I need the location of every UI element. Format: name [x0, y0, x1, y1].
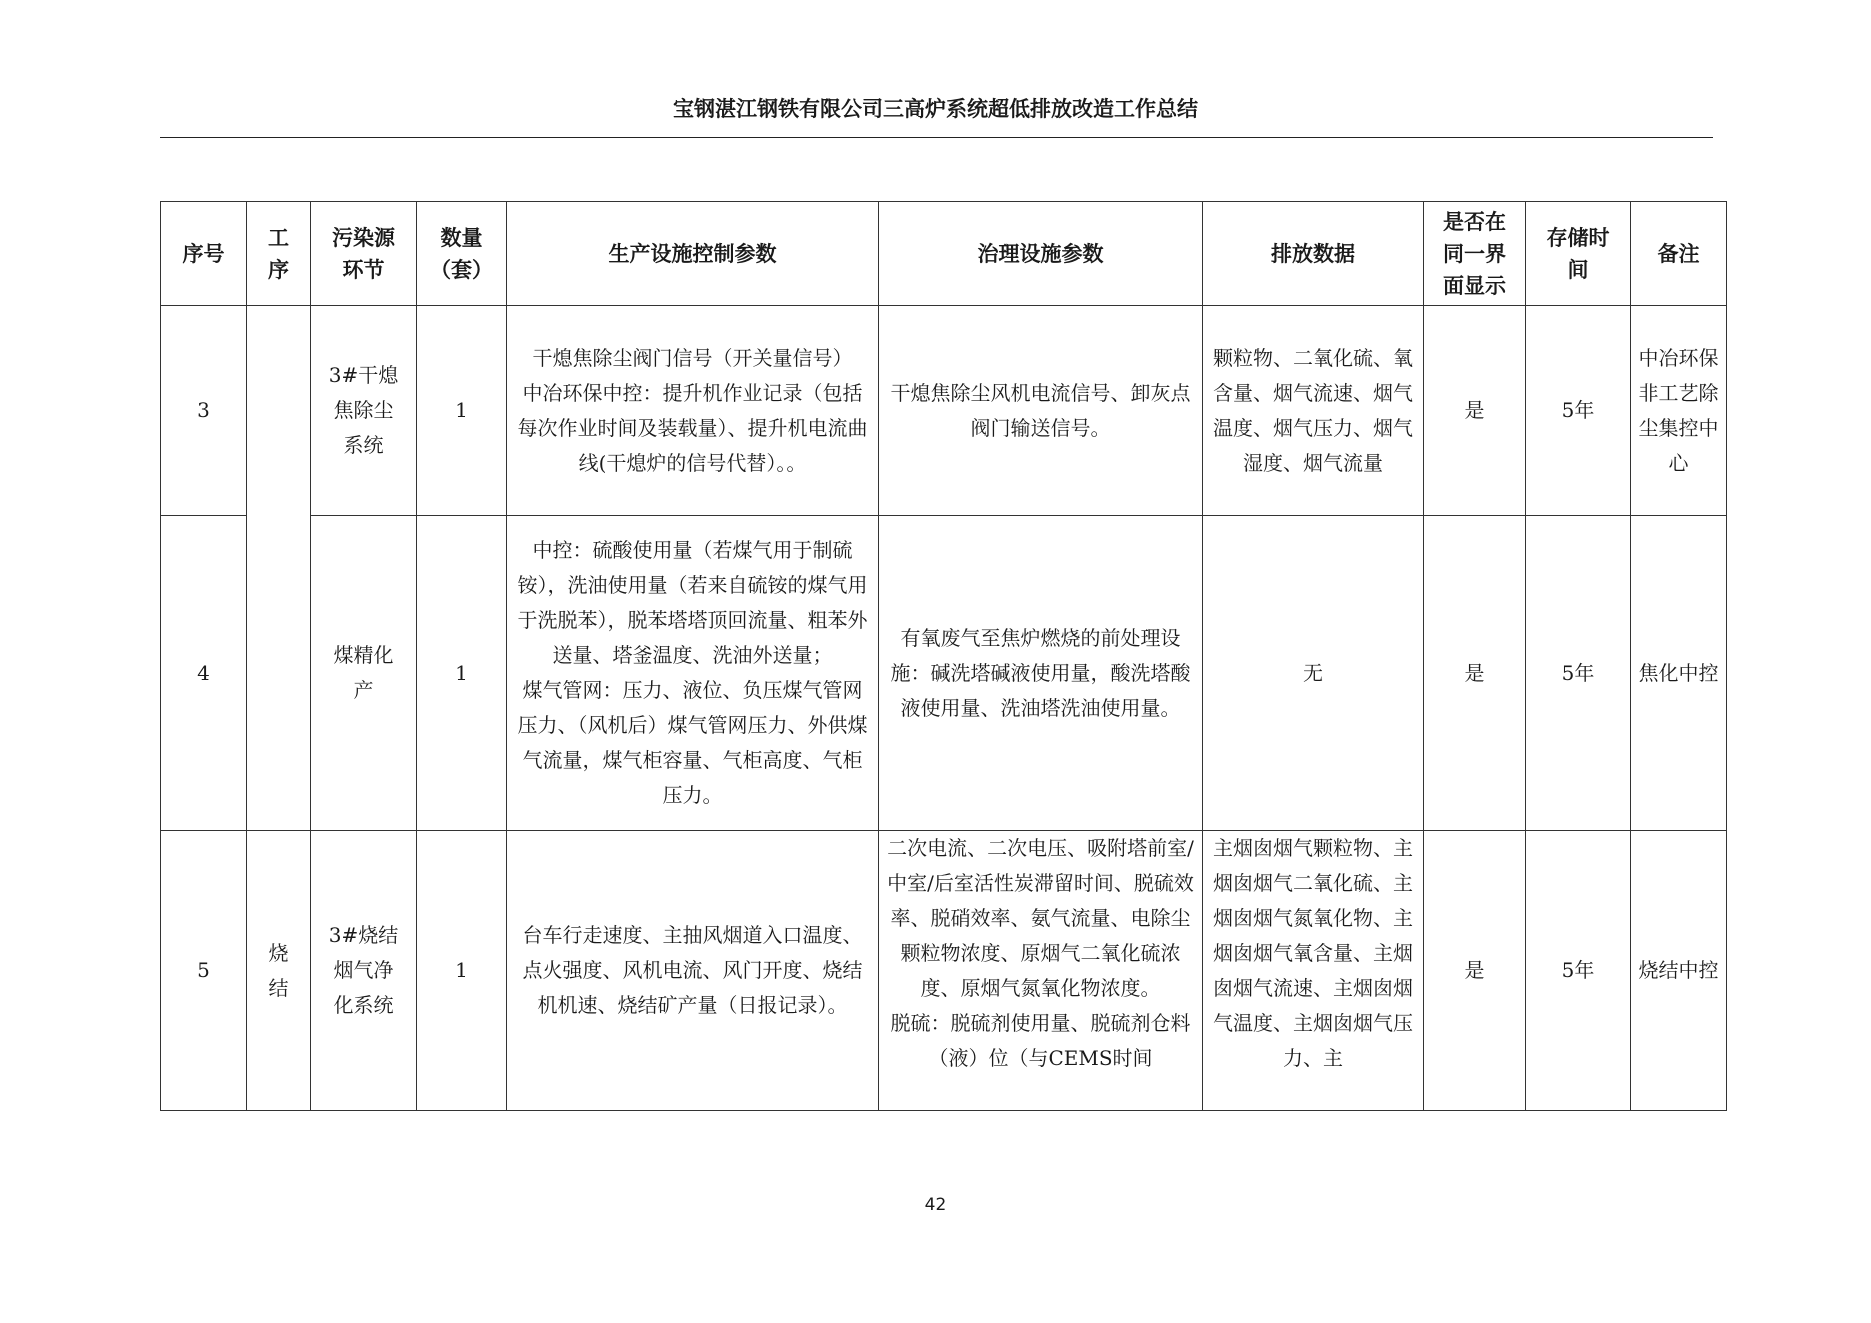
header-seq: 序号 [161, 202, 247, 306]
header-storage: 存储时 间 [1526, 202, 1631, 306]
emission-text: 主烟囱烟气颗粒物、主烟囱烟气二氧化硫、主烟囱烟气氮氧化物、主烟囱烟气氧含量、主烟囱烟气流速、主烟囱烟气温度、主烟囱烟气压力、主 [1213, 836, 1413, 1070]
cell-process: 烧 结 [247, 831, 311, 1111]
cell-production: 中控：硫酸使用量（若煤气用于制硫铵），洗油使用量（若来自硫铵的煤气用于洗脱苯），脱苯塔塔顶回流量、粗苯外送量、塔釜温度、洗油外送量； 煤气管网：压力、液位、负压煤气管网压力、（风机后）煤气管网压力、外供煤气流量，煤气柜容量、气柜高度、气柜压力。 [507, 516, 879, 831]
monitoring-table [160, 201, 1727, 1111]
header-production: 生产设施控制参数 [507, 202, 879, 306]
cell-seq: 3 [161, 306, 247, 516]
table-header-row [161, 202, 1727, 306]
cell-treatment: 干熄焦除尘风机电流信号、卸灰点阀门输送信号。 [879, 306, 1203, 516]
cell-quantity: 1 [417, 516, 507, 831]
cell-quantity: 1 [417, 306, 507, 516]
header-remarks: 备注 [1631, 202, 1727, 306]
cell-seq: 4 [161, 516, 247, 831]
header-source: 污染源 环节 [311, 202, 417, 306]
cell-emission: 颗粒物、二氧化硫、氧含量、烟气流速、烟气温度、烟气压力、烟气湿度、烟气流量 [1203, 306, 1424, 516]
cell-process [247, 306, 311, 831]
cell-source: 煤精化 产 [311, 516, 417, 831]
cell-same-screen: 是 [1424, 516, 1526, 831]
header-treatment: 治理设施参数 [879, 202, 1203, 306]
header-quantity: 数量 （套） [417, 202, 507, 306]
cell-treatment [879, 831, 1203, 1111]
cell-emission: 无 [1203, 516, 1424, 831]
header-process: 工 序 [247, 202, 311, 306]
header-emission: 排放数据 [1203, 202, 1424, 306]
cell-emission [1203, 831, 1424, 1111]
page-number: 42 [924, 1195, 947, 1215]
cell-storage: 5年 [1526, 831, 1631, 1111]
treatment-text: 二次电流、二次电压、吸附塔前室/中室/后室活性炭滞留时间、脱硫效率、脱硝效率、氨气流量、电除尘颗粒物浓度、原烟气二氧化硫浓度、原烟气氮氧化物浓度。 脱硫：脱硫剂使用量、脱硫剂仓料（液）位（与CEMS时间 [887, 836, 1194, 1070]
cell-production: 台车行走速度、主抽风烟道入口温度、点火强度、风机电流、风门开度、烧结机机速、烧结矿产量（日报记录）。 [507, 831, 879, 1111]
cell-quantity: 1 [417, 831, 507, 1111]
table-row [161, 831, 1727, 1111]
cell-same-screen: 是 [1424, 306, 1526, 516]
cell-storage: 5年 [1526, 306, 1631, 516]
cell-source: 3#干熄 焦除尘 系统 [311, 306, 417, 516]
cell-remarks: 烧结中控 [1631, 831, 1727, 1111]
cell-same-screen: 是 [1424, 831, 1526, 1111]
table-row [161, 306, 1727, 516]
page-title: 宝钢湛江钢铁有限公司三高炉系统超低排放改造工作总结 [673, 97, 1198, 121]
cell-treatment: 有氧废气至焦炉燃烧的前处理设施：碱洗塔碱液使用量，酸洗塔酸液使用量、洗油塔洗油使用量。 [879, 516, 1203, 831]
cell-production: 干熄焦除尘阀门信号（开关量信号） 中冶环保中控：提升机作业记录（包括每次作业时间及装载量）、提升机电流曲线(干熄炉的信号代替）。。 [507, 306, 879, 516]
cell-remarks: 中冶环保非工艺除尘集控中心 [1631, 306, 1727, 516]
header-divider [160, 137, 1713, 138]
cell-remarks: 焦化中控 [1631, 516, 1727, 831]
cell-storage: 5年 [1526, 516, 1631, 831]
header-same-screen: 是否在 同一界 面显示 [1424, 202, 1526, 306]
table-row [161, 516, 1727, 831]
cell-seq: 5 [161, 831, 247, 1111]
cell-source: 3#烧结 烟气净 化系统 [311, 831, 417, 1111]
